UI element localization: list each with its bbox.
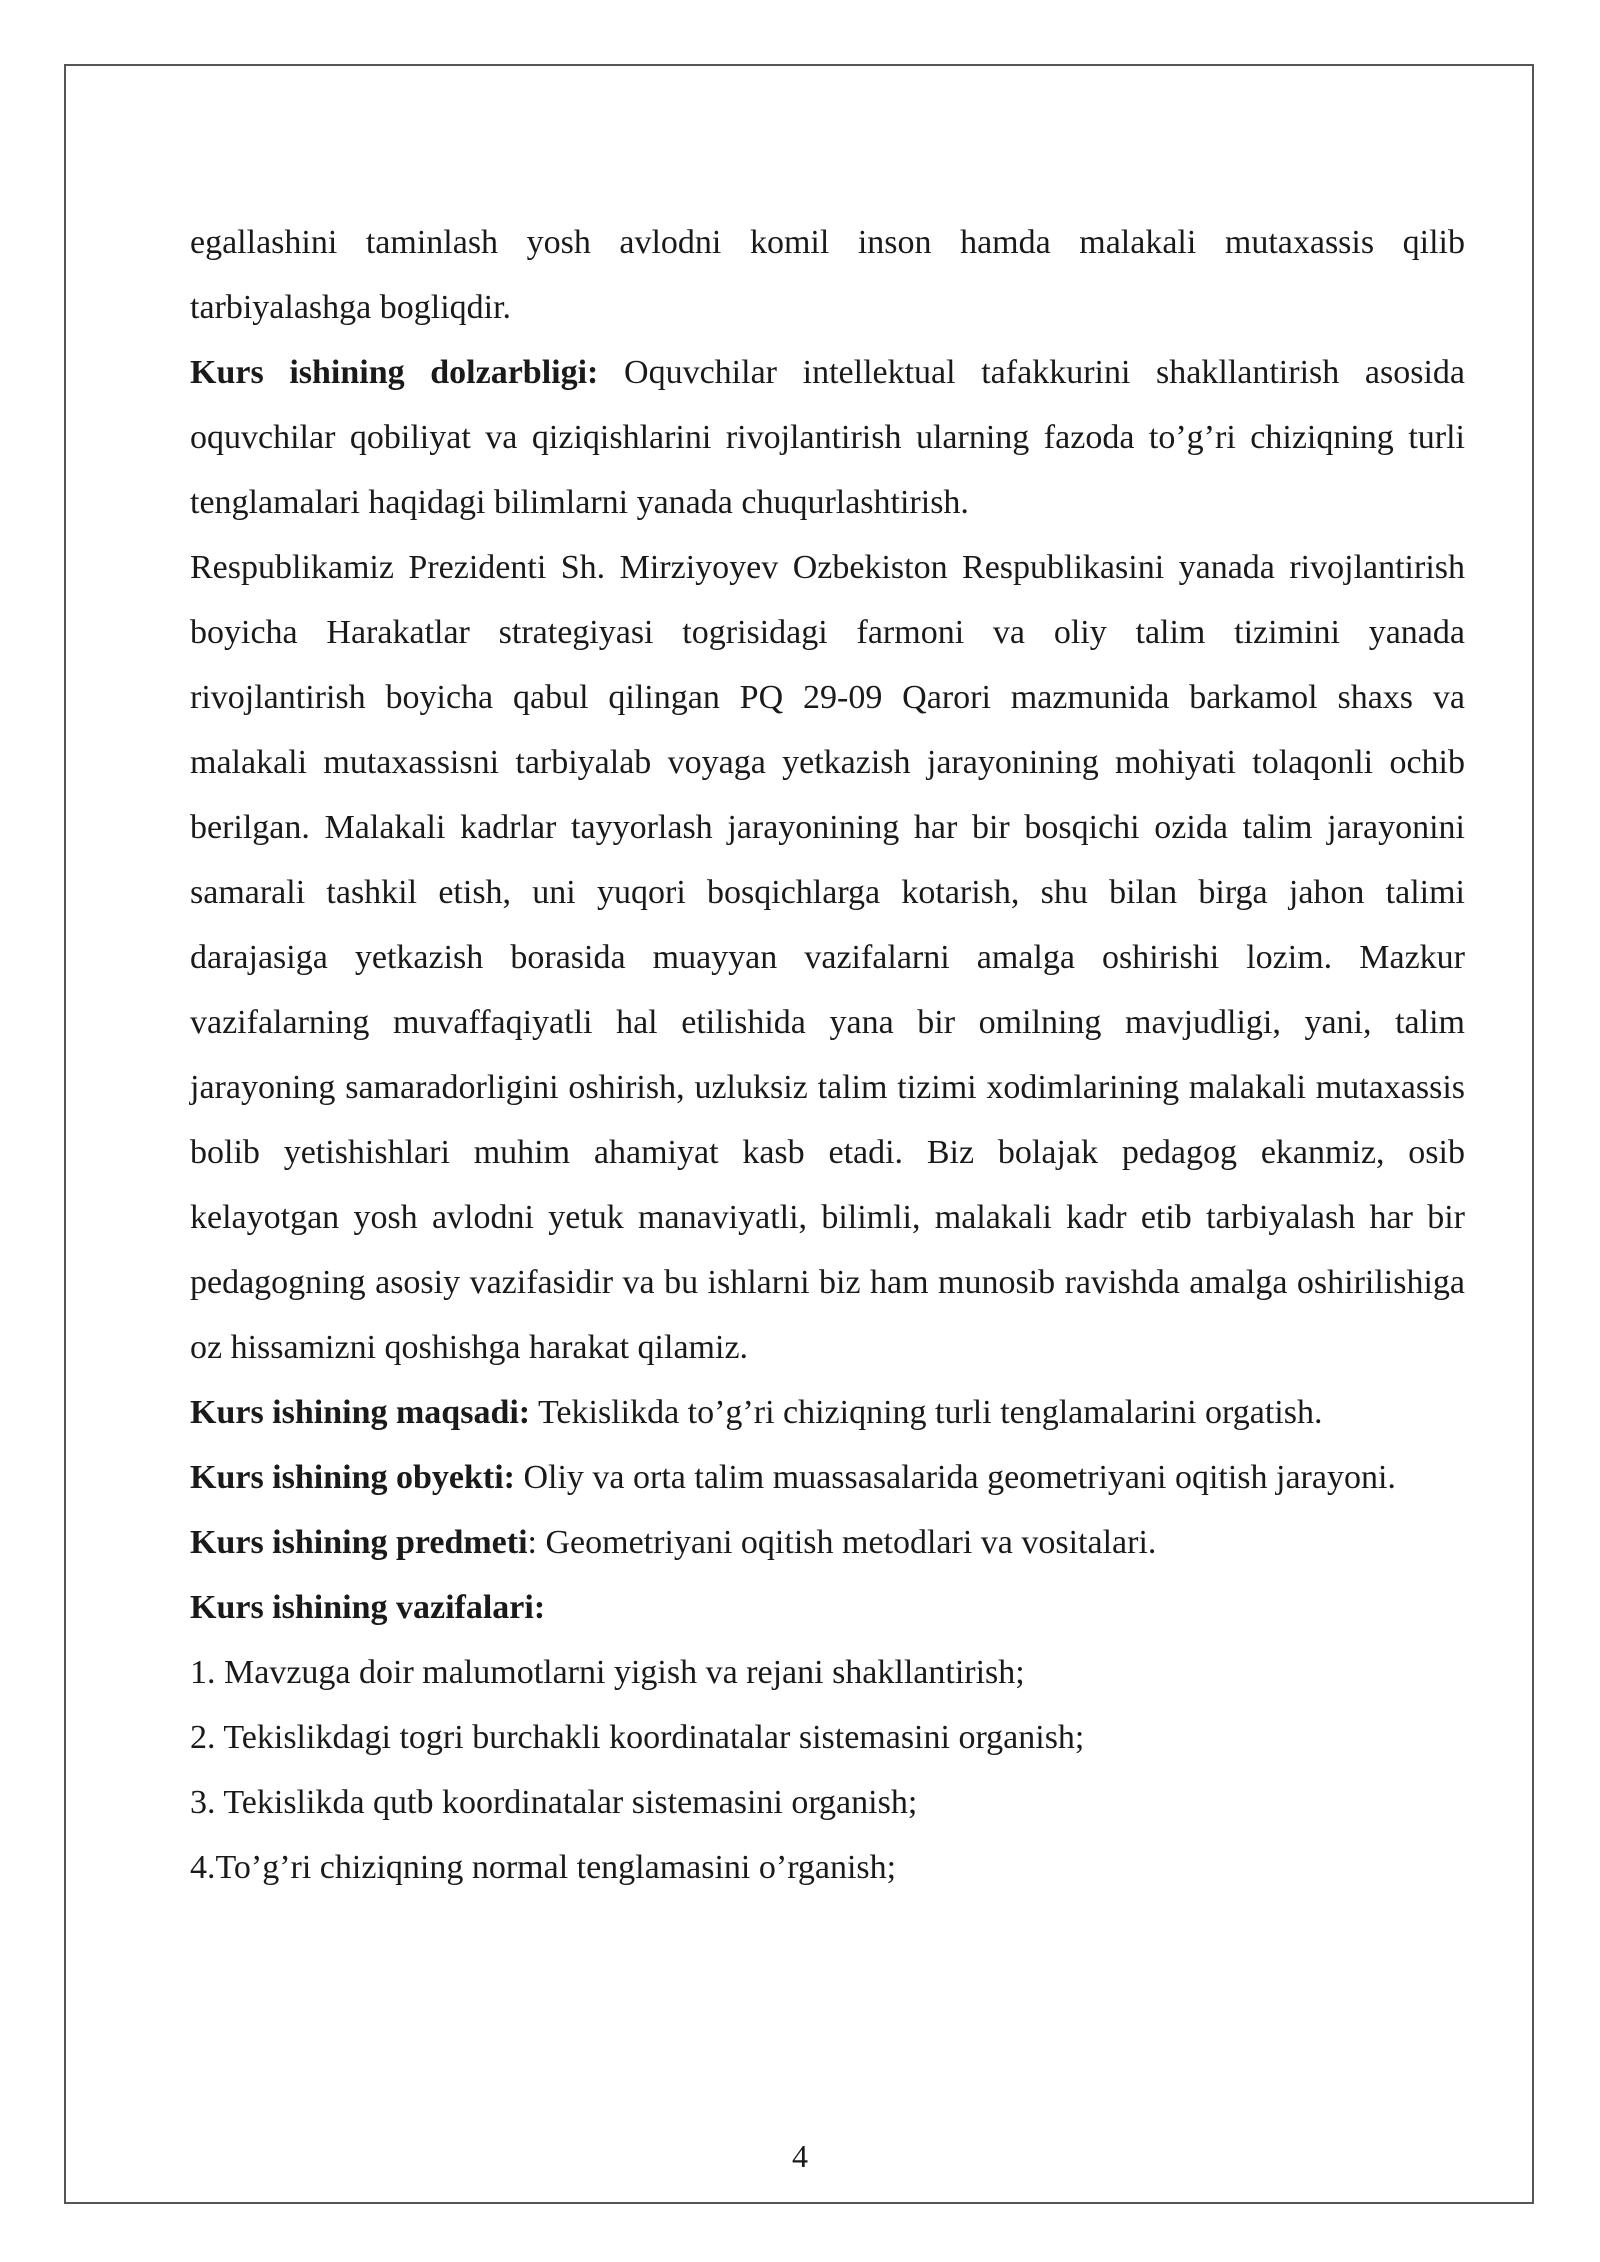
tasks-label: Kurs ishining vazifalari: [190,1589,546,1626]
object-text: Oliy va orta talim muassasalarida geometriyani oqitish jarayoni. [514,1459,1396,1496]
task-item: 2. Tekislikdagi togri burchakli koordinatalar sistemasini organish; [190,1719,1085,1756]
tasks-heading [190,1575,1465,1640]
task-item: 4.To’g’ri chiziqning normal tenglamasini o’rganish; [190,1849,897,1886]
subject-paragraph [190,1510,1465,1575]
document-body [190,210,1465,1900]
goal-label: Kurs ishining maqsadi: [190,1394,531,1431]
relevance-paragraph [190,340,1465,535]
goal-text: Tekislikda to’g’ri chiziqning turli tenglamalarini orgatish. [530,1394,1323,1431]
task-item: 3. Tekislikda qutb koordinatalar sistemasini organish; [190,1784,918,1821]
intro-paragraph: egallashini taminlash yosh avlodni komil inson hamda malakali mutaxassis qilib tarbiyalashga bogliqdir. [190,224,1465,326]
page-number: 4 [792,2138,808,2174]
goal-paragraph [190,1380,1465,1445]
subject-text: : Geometriyani oqitish metodlari va vositalari. [527,1524,1157,1561]
republic-paragraph: Respublikamiz Prezidenti Sh. Mirziyoyev Ozbekiston Respublikasini yanada rivojlantirish boyicha Harakatlar strategiyasi togrisidagi farmoni va oliy talim tizimini yanada rivojlantirish boyicha qabul qilingan PQ 29-09 Qarori mazmunida barkamol shaxs va malakali mutaxassisni tarbiyalab voyaga yetkazish jarayonining mohiyati tolaqonli ochib berilgan. Malakali kadrlar tayyorlash jarayonining har bir bosqichi ozida talim jarayonini samarali tashkil etish, uni yuqori bosqichlarga kotarish, shu bilan birga jahon talimi darajasiga yetkazish borasida muayyan vazifalarni amalga oshirishi lozim. Mazkur vazifalarning muvaffaqiyatli hal etilishida yana bir omilning mavjudligi, yani, talim jarayoning samaradorligini oshirish, uzluksiz talim tizimi xodimlarining malakali mutaxassis bolib yetishishlari muhim ahamiyat kasb etadi. Biz bolajak pedagog ekanmiz, osib kelayotgan yosh avlodni yetuk manaviyatli, bilimli, malakali kadr etib tarbiyalash har bir pedagogning asosiy vazifasidir va bu ishlarni biz ham munosib ravishda amalga oshirilishiga oz hissamizni qoshishga harakat qilamiz. [190,549,1465,1366]
task-item: 1. Mavzuga doir malumotlarni yigish va rejani shakllantirish; [190,1654,1025,1691]
subject-label: Kurs ishining predmeti [190,1524,528,1561]
object-paragraph [190,1445,1465,1510]
relevance-text: Oquvchilar intellektual tafakkurini shakllantirish asosida oquvchilar qobiliyat va qiziqishlarini rivojlantirish ularning fazoda to’g’ri chiziqning turli tenglamalari haqidagi bilimlarni yanada chuqurlashtirish. [190,354,1465,521]
relevance-label: Kurs ishining dolzarbligi: [190,354,599,391]
object-label: Kurs ishining obyekti: [190,1459,515,1496]
